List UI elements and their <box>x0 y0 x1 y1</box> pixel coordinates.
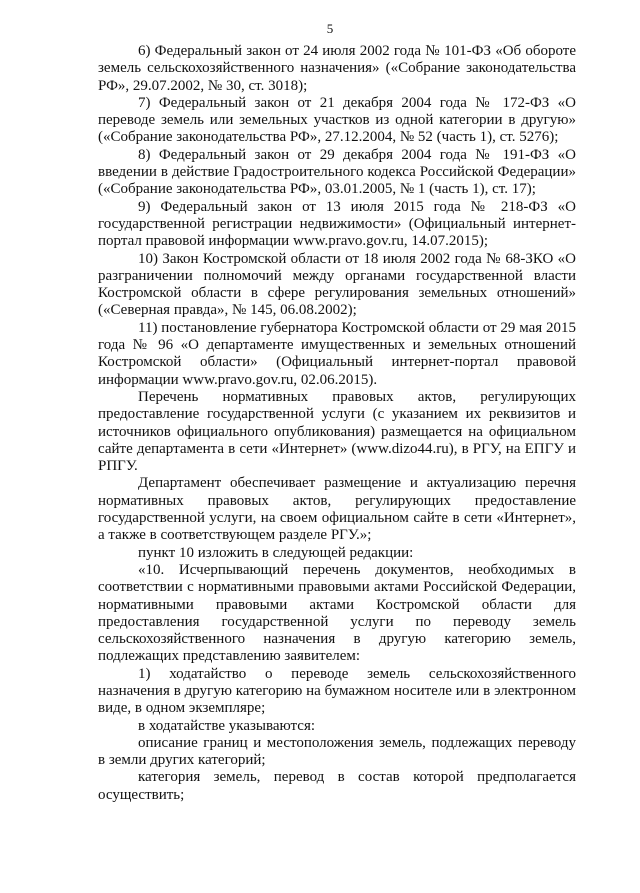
paragraph: пункт 10 изложить в следующей редакции: <box>138 544 414 561</box>
paragraph: 6) Федеральный закон от 24 июля 2002 года № 101-ФЗ «Об обороте земель сельскохозяйственного назначения» («Собрание законодательства РФ», 29.07.2002, № 30, ст. 3018); <box>98 43 576 94</box>
paragraph: описание границ и местоположения земель, подлежащих переводу в земли других категорий; <box>98 734 576 769</box>
paragraph: категория земель, перевод в состав которой предполагается осуществить; <box>98 769 576 803</box>
paragraph: Перечень нормативных правовых актов, регулирующих предоставление государственной услуги (с указанием их реквизитов и источников официального опубликования) размещается на официальном сайте департамента в сети «Интернет» (www.dizo44.ru), в РГУ, на ЕПГУ и РПГУ. <box>98 388 576 475</box>
document-body <box>98 43 576 804</box>
paragraph: 9) Федеральный закон от 13 июля 2015 года № 218-ФЗ «О государственной регистрации недвижимости» (Официальный интернет-портал правовой информации www.pravo.gov.ru, 14.07.2015); <box>98 198 576 250</box>
paragraph: Департамент обеспечивает размещение и актуализацию перечня нормативных правовых актов, регулирующих предоставление государственной услуги, на своем официальном сайте в сети «Интернет», а также в соответствующем разделе РГУ.»; <box>98 475 576 544</box>
paragraph: в ходатайстве указываются: <box>138 717 316 734</box>
paragraph: 8) Федеральный закон от 29 декабря 2004 года № 191-ФЗ «О введении в действие Градостроительного кодекса Российской Федерации» («Собрание законодательства РФ», 03.01.2005, № 1 (часть 1), ст. 17); <box>98 146 576 198</box>
page-number: 5 <box>326 21 334 36</box>
paragraph: 7) Федеральный закон от 21 декабря 2004 года № 172-ФЗ «О переводе земель или земельных участков из одной категории в другую» («Собрание законодательства РФ», 27.12.2004, № 52 (часть 1), ст. 5276); <box>98 94 576 146</box>
paragraph: 11) постановление губернатора Костромской области от 29 мая 2015 года № 96 «О департаменте имущественных и земельных отношений Костромской области» (Официальный интернет-портал правовой информации www.pravo.gov.ru, 02.06.2015). <box>98 319 576 388</box>
paragraph: «10. Исчерпывающий перечень документов, необходимых в соответствии с нормативными правовыми актами Российской Федерации, нормативными правовыми актами Костромской области для предоставления государственной услуги по переводу земель сельскохозяйственного назначения в другую категорию земель, подлежащих представлению заявителем: <box>98 561 576 665</box>
paragraph: 10) Закон Костромской области от 18 июля 2002 года № 68-ЗКО «О разграничении полномочий между органами государственной власти Костромской области в сфере регулирования земельных отношений» («Северная правда», № 145, 06.08.2002); <box>98 250 576 319</box>
paragraph: 1) ходатайство о переводе земель сельскохозяйственного назначения в другую категорию на бумажном носителе или в электронном виде, в одном экземпляре; <box>98 665 576 717</box>
